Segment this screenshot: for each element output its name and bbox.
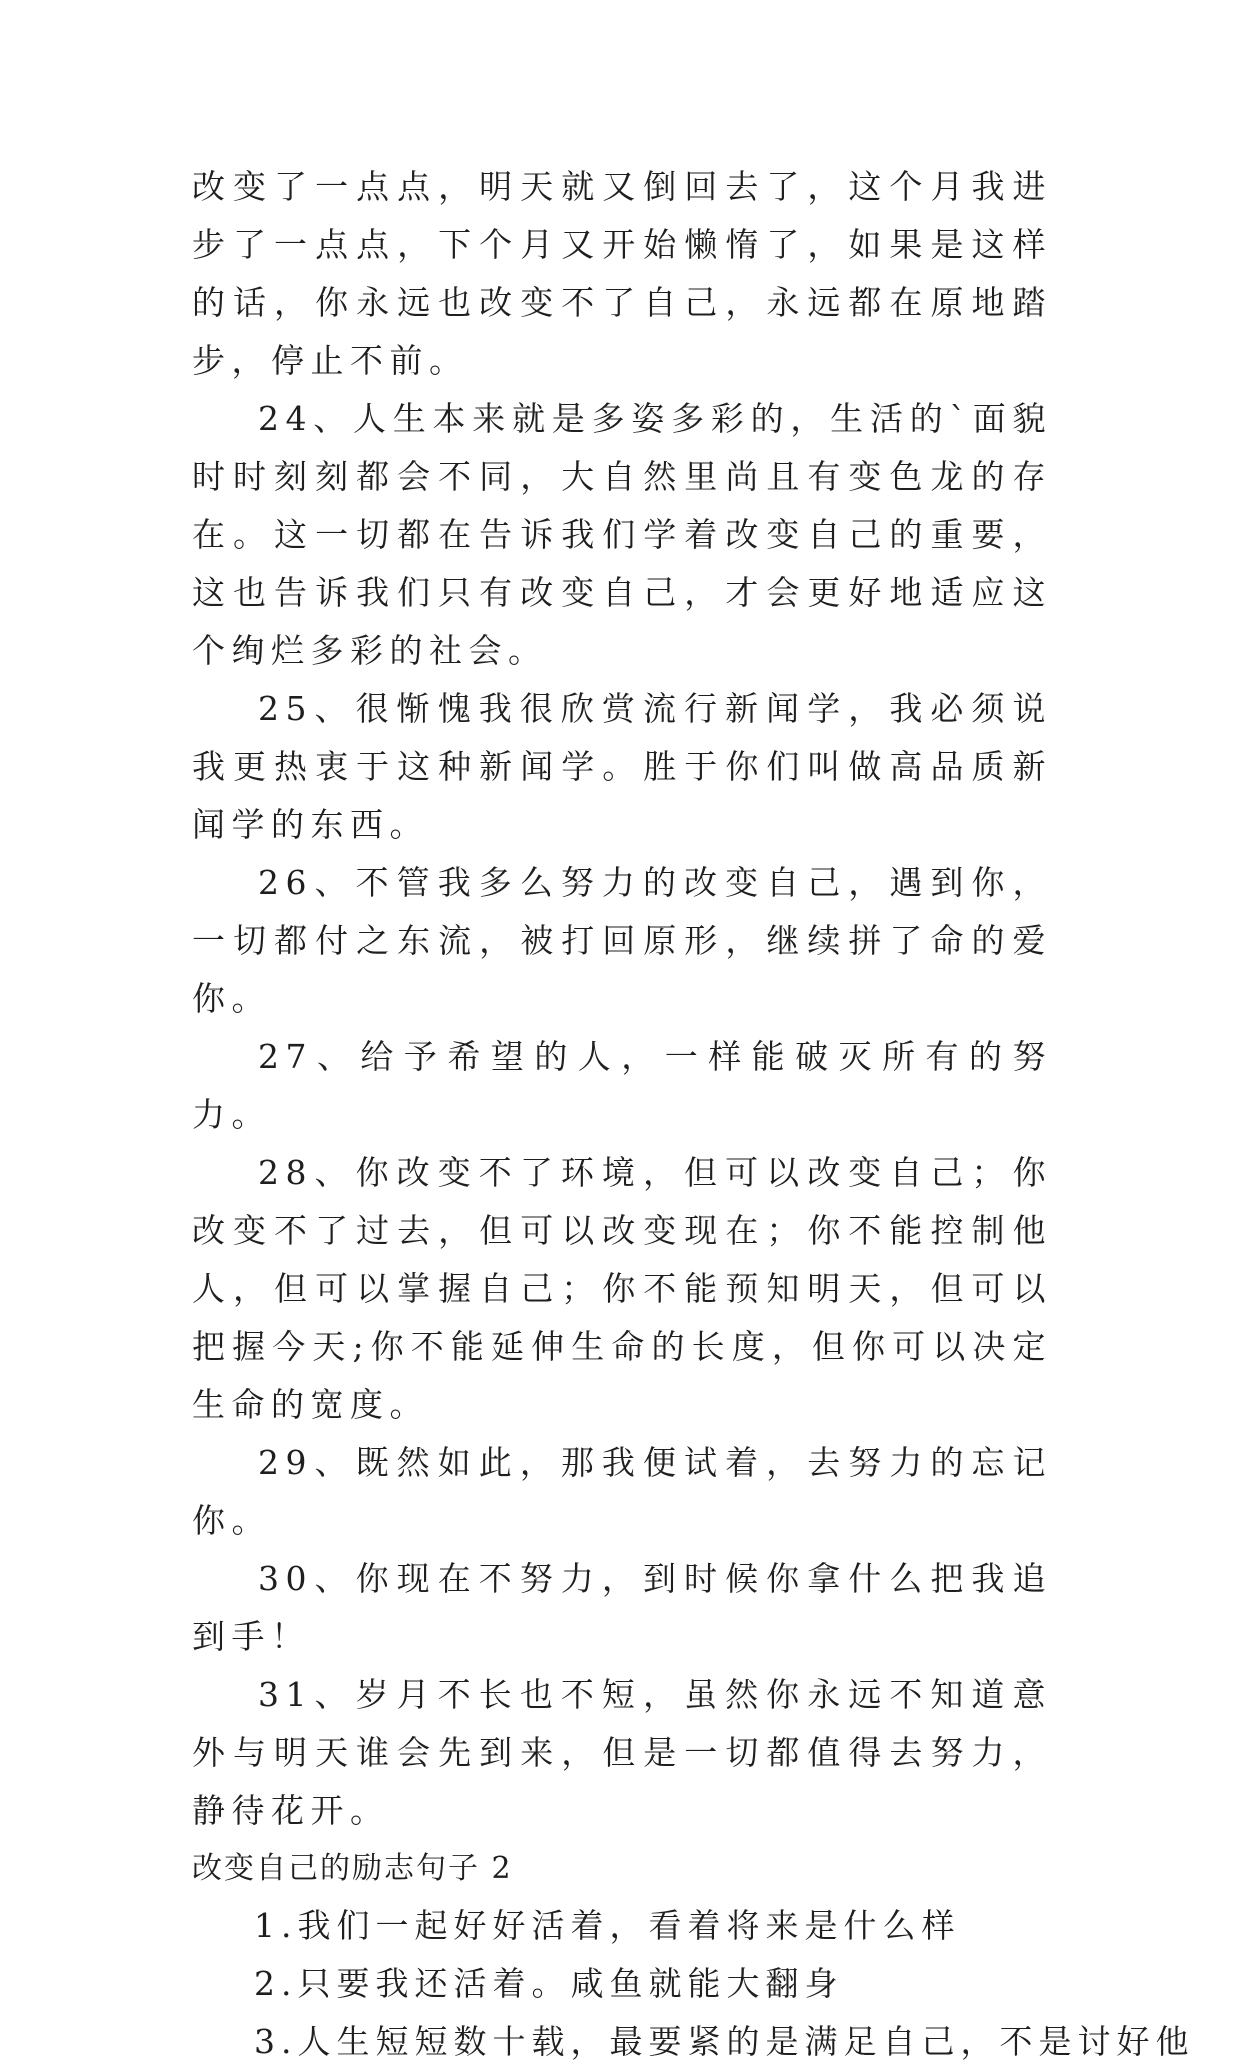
- paragraph-24: 24、人生本来就是多姿多彩的，生活的`面貌时时刻刻都会不同，大自然里尚且有变色龙的存在。这一切都在告诉我们学着改变自己的重要，这也告诉我们只有改变自己，才会更好地适应这个绚烂多彩的社会。: [192, 399, 1052, 670]
- section-heading: 改变自己的励志句子 2: [192, 1851, 513, 1886]
- list-item-2: 2.只要我还活着。咸鱼就能大翻身: [254, 1964, 844, 2003]
- paragraph-29: 29、既然如此，那我便试着，去努力的忘记你。: [192, 1443, 1052, 1540]
- list-item-3: 3.人生短短数十载，最要紧的是满足自己，不是讨好他: [254, 2022, 1195, 2061]
- paragraph-26: 26、不管我多么努力的改变自己，遇到你，一切都付之东流，被打回原形，继续拼了命的爱你。: [192, 863, 1052, 1018]
- list-item-1: 1.我们一起好好活着，看着将来是什么样: [254, 1906, 961, 1945]
- paragraph-28: 28、你改变不了环境，但可以改变自己；你改变不了过去，但可以改变现在；你不能控制他人，但可以掌握自己；你不能预知明天，但可以把握今天;你不能延伸生命的长度，但你可以决定生命的宽度。: [192, 1153, 1052, 1424]
- paragraph-25: 25、很惭愧我很欣赏流行新闻学，我必须说我更热衷于这种新闻学。胜于你们叫做高品质新闻学的东西。: [192, 689, 1052, 844]
- document-body: [192, 158, 1195, 2071]
- paragraph-30: 30、你现在不努力，到时候你拿什么把我追到手！: [192, 1559, 1052, 1656]
- paragraph-continued: 改变了一点点，明天就又倒回去了，这个月我进步了一点点，下个月又开始懒惰了，如果是这样的话，你永远也改变不了自己，永远都在原地踏步，停止不前。: [192, 167, 1052, 380]
- paragraph-27: 27、给予希望的人，一样能破灭所有的努力。: [192, 1037, 1052, 1134]
- paragraph-31: 31、岁月不长也不短，虽然你永远不知道意外与明天谁会先到来，但是一切都值得去努力，静待花开。: [192, 1675, 1052, 1830]
